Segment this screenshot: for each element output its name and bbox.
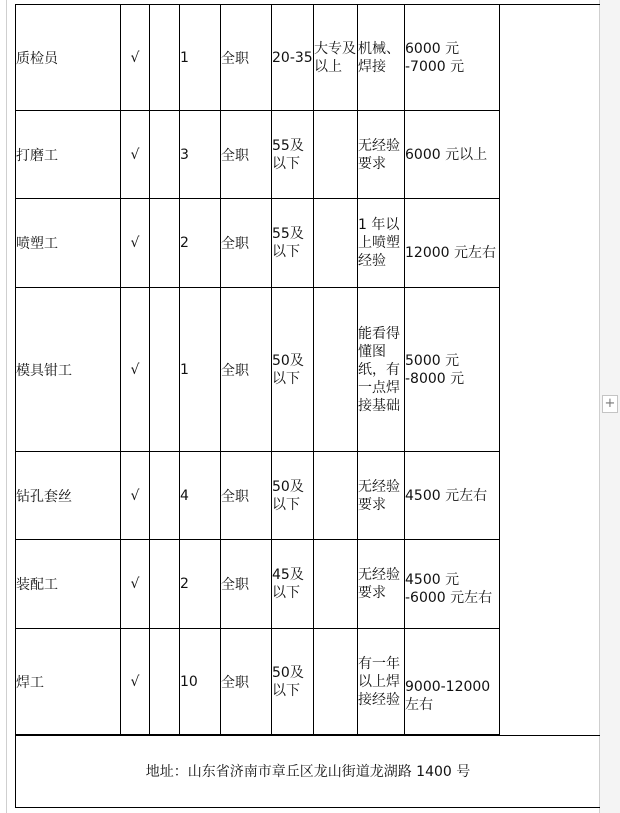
cell-position: 模具钳工 — [16, 288, 121, 452]
cell-type: 全职 — [221, 111, 272, 199]
cell-position: 焊工 — [16, 629, 121, 735]
cell-age: 45及以下 — [272, 540, 314, 629]
cell-count: 1 — [180, 288, 221, 452]
cell-position: 装配工 — [16, 540, 121, 629]
cell-age: 20-35 — [272, 5, 314, 111]
table-row — [16, 288, 500, 452]
cell-age: 55及以下 — [272, 111, 314, 199]
check-mark: √ — [121, 111, 150, 199]
cell-requirement: 无经验要求 — [358, 540, 405, 629]
cell-position: 质检员 — [16, 5, 121, 111]
cell-salary: 4500 元左右 — [405, 452, 500, 540]
cell-position: 钻孔套丝 — [16, 452, 121, 540]
check-mark: √ — [121, 540, 150, 629]
cell-age: 50及以下 — [272, 288, 314, 452]
cell-blank — [150, 629, 180, 735]
cell-education — [314, 540, 358, 629]
cell-requirement: 有一年以上焊接经验 — [358, 629, 405, 735]
cell-count: 4 — [180, 452, 221, 540]
check-mark: √ — [121, 199, 150, 288]
cell-education: 大专及以上 — [314, 5, 358, 111]
cell-requirement: 无经验要求 — [358, 111, 405, 199]
cell-type: 全职 — [221, 629, 272, 735]
cell-blank — [150, 540, 180, 629]
cell-type: 全职 — [221, 288, 272, 452]
cell-requirement: 能看得懂图纸，有一点焊接基础 — [358, 288, 405, 452]
cell-type: 全职 — [221, 5, 272, 111]
table-row — [16, 629, 500, 735]
cell-blank — [150, 288, 180, 452]
cell-education — [314, 629, 358, 735]
cell-education — [314, 452, 358, 540]
cell-count: 2 — [180, 199, 221, 288]
job-table — [15, 4, 500, 735]
cell-education — [314, 199, 358, 288]
cell-requirement: 机械、焊接 — [358, 5, 405, 111]
cell-education — [314, 111, 358, 199]
table-row — [16, 199, 500, 288]
cell-blank — [150, 199, 180, 288]
address: 地址：山东省济南市章丘区龙山街道龙湖路 1400 号 — [15, 735, 600, 808]
cell-salary: 12000 元左右 — [405, 199, 500, 288]
cell-type: 全职 — [221, 540, 272, 629]
check-mark: √ — [121, 288, 150, 452]
cell-type: 全职 — [221, 452, 272, 540]
cell-age: 50及以下 — [272, 629, 314, 735]
cell-type: 全职 — [221, 199, 272, 288]
cell-requirement: 无经验要求 — [358, 452, 405, 540]
cell-requirement: 1 年以上喷塑经验 — [358, 199, 405, 288]
cell-education — [314, 288, 358, 452]
table-row — [16, 540, 500, 629]
check-mark: √ — [121, 629, 150, 735]
cell-count: 10 — [180, 629, 221, 735]
table-row — [16, 452, 500, 540]
cell-blank — [150, 5, 180, 111]
check-mark: √ — [121, 5, 150, 111]
check-mark: √ — [121, 452, 150, 540]
cell-position: 喷塑工 — [16, 199, 121, 288]
cell-age: 55及以下 — [272, 199, 314, 288]
cell-count: 2 — [180, 540, 221, 629]
add-column-button[interactable]: + — [602, 395, 618, 413]
cell-blank — [150, 111, 180, 199]
cell-count: 3 — [180, 111, 221, 199]
table-row — [16, 111, 500, 199]
cell-position: 打磨工 — [16, 111, 121, 199]
cell-salary: 6000 元 -7000 元 — [405, 5, 500, 111]
cell-salary: 9000-12000 左右 — [405, 629, 500, 735]
cell-age: 50及以下 — [272, 452, 314, 540]
cell-salary: 5000 元 -8000 元 — [405, 288, 500, 452]
cell-salary: 4500 元 -6000 元左右 — [405, 540, 500, 629]
cell-blank — [150, 452, 180, 540]
table-row — [16, 5, 500, 111]
cell-salary: 6000 元以上 — [405, 111, 500, 199]
cell-count: 1 — [180, 5, 221, 111]
table-top-border — [15, 4, 600, 5]
